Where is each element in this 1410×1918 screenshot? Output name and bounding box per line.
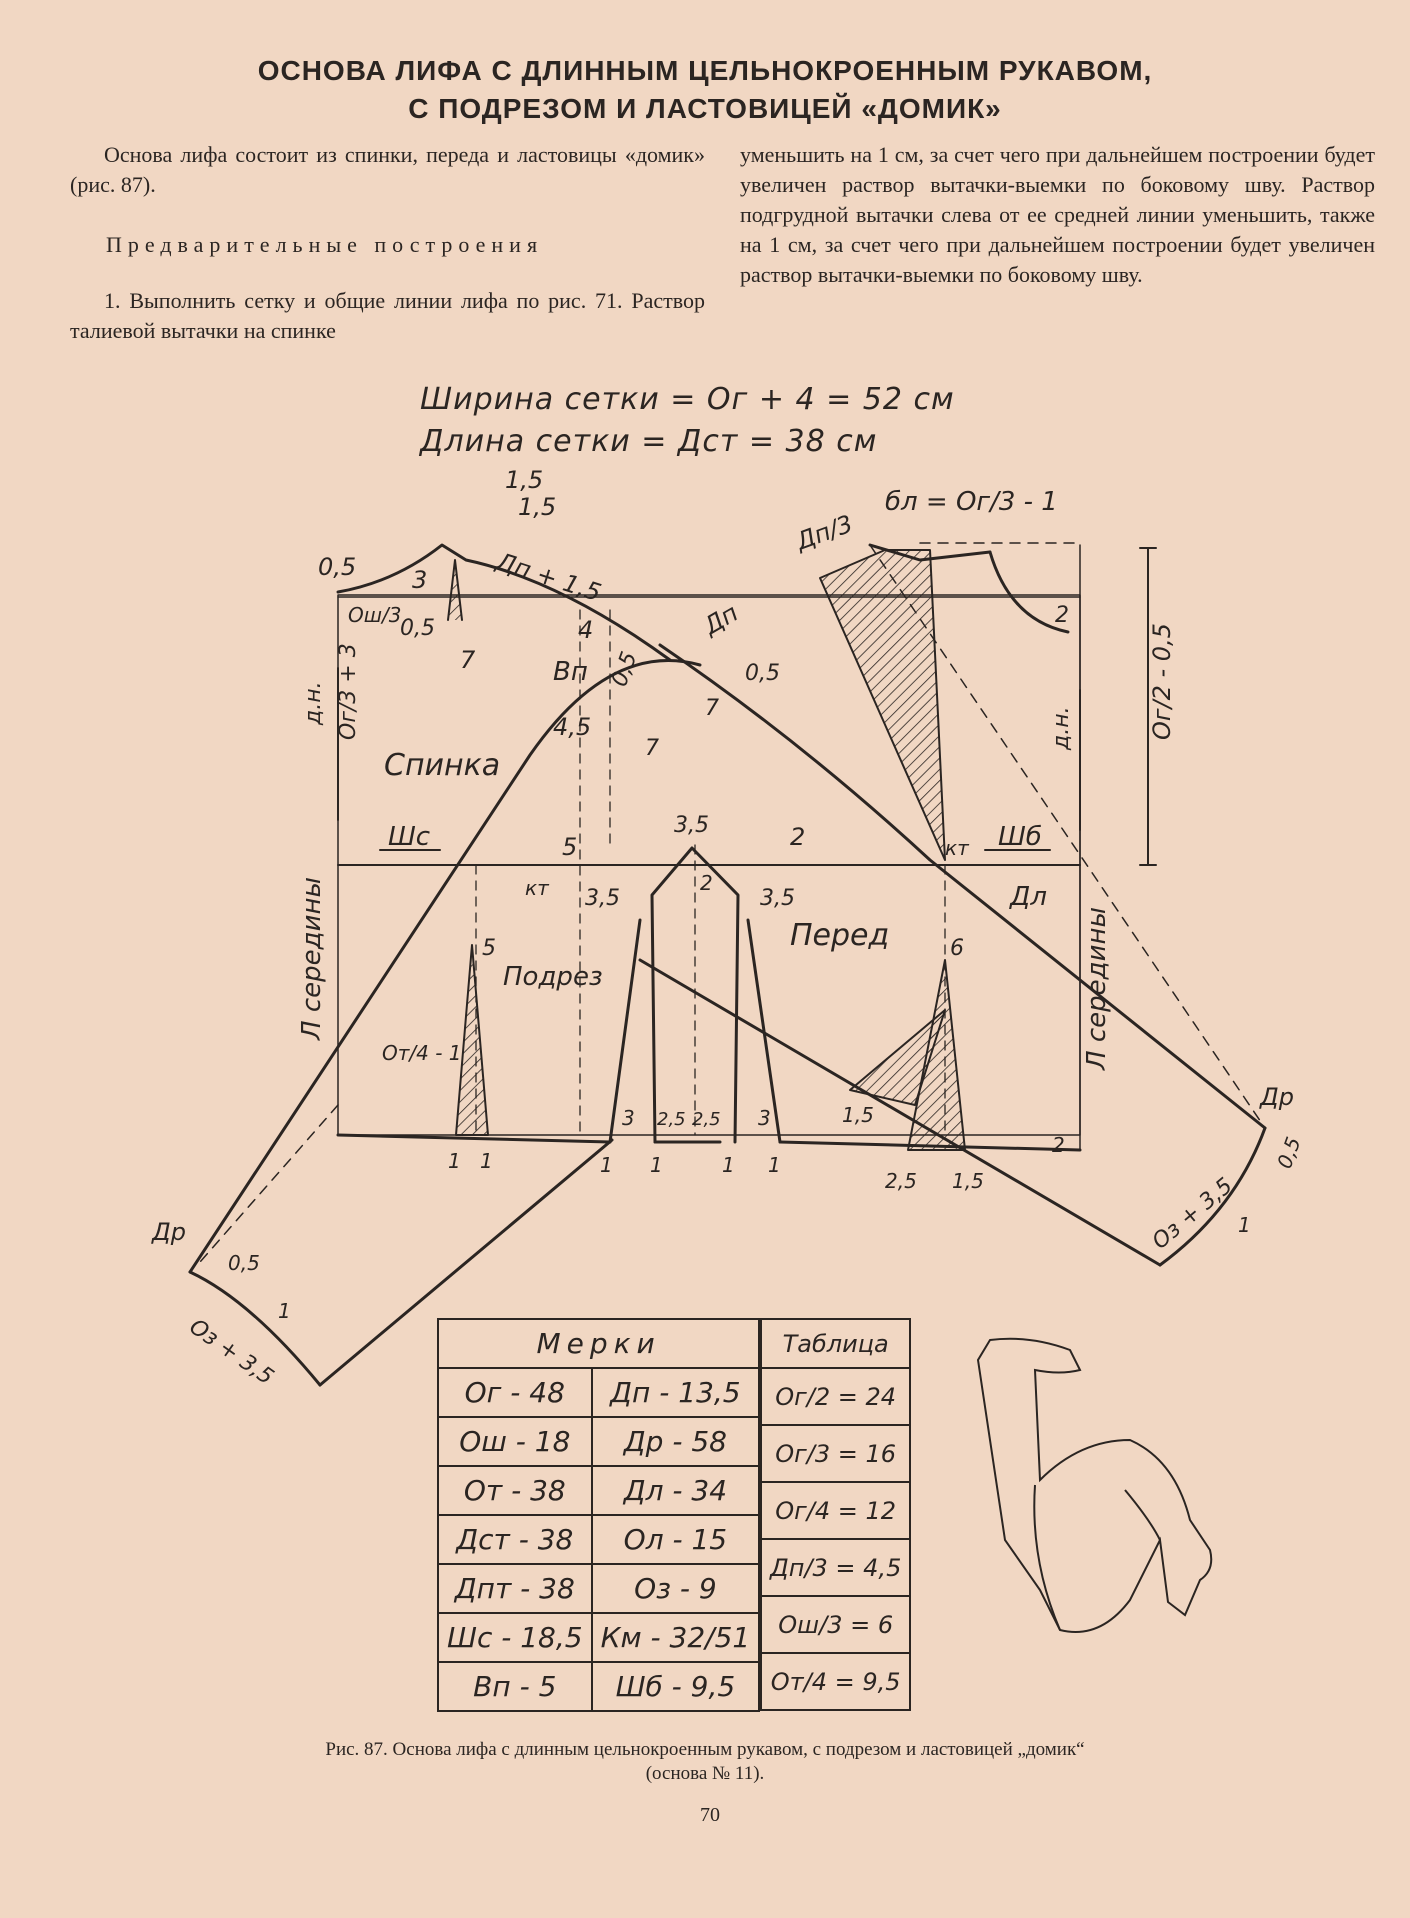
subheading: Предварительные построения	[106, 232, 544, 257]
label-dr-left: Др	[152, 1218, 186, 1246]
label-center-right: Л середины	[1082, 906, 1112, 1070]
num-5-a: 5	[562, 833, 578, 861]
label-yoke: Подрез	[503, 962, 603, 992]
label-osh3: Ош/3	[348, 603, 402, 627]
num-0-5-f: 0,5	[1272, 1133, 1306, 1172]
label-og2-05: Ог/2 - 0,5	[1148, 623, 1176, 740]
num-1-c: 1	[600, 1153, 613, 1177]
table-row	[438, 1466, 759, 1515]
table-row	[438, 1417, 759, 1466]
num-0-5-c: 0,5	[607, 648, 643, 691]
step-1-paragraph: 1. Выполнить сетку и общие линии лифа по рис. 71. Раствор талиевой вытачки на спинке	[70, 288, 705, 343]
calc-table	[760, 1318, 911, 1711]
table-cell: Шс - 18,5	[438, 1613, 592, 1662]
num-1-5-b: 1,5	[518, 493, 557, 521]
label-kt-2: кт	[945, 836, 969, 860]
table-cell: Оз - 9	[592, 1564, 760, 1613]
num-2-5-a: 2,5	[657, 1109, 686, 1130]
measurements-table	[437, 1318, 760, 1712]
grid-width-formula: Ширина сетки = Ог + 4 = 52 см	[420, 382, 955, 417]
table-row	[438, 1564, 759, 1613]
num-1-h: 1	[1238, 1213, 1251, 1237]
num-1-e: 1	[722, 1153, 735, 1177]
caption-line-1: Рис. 87. Основа лифа с длинным цельнокроенным рукавом, с подрезом и ластовицей „домик“	[325, 1739, 1085, 1760]
num-0-5-e: 0,5	[228, 1251, 260, 1275]
num-4-5: 4,5	[553, 713, 592, 741]
grid-length-formula: Длина сетки = Дст = 38 см	[420, 424, 878, 459]
num-2-c: 2	[700, 871, 713, 895]
table-cell: Дп/3 = 4,5	[761, 1539, 910, 1596]
table-row	[761, 1482, 910, 1539]
label-dp: Дп	[699, 598, 743, 641]
num-0-5-d: 0,5	[745, 661, 780, 686]
label-dn-left: д.н.	[301, 681, 326, 725]
num-2-5-c: 2,5	[885, 1169, 917, 1193]
table-cell: Дст - 38	[438, 1515, 592, 1564]
label-og3-3: Ог/3 + 3	[336, 643, 361, 740]
num-3-5-b: 3,5	[585, 886, 620, 911]
num-3-5-a: 3,5	[674, 813, 709, 838]
label-dr-right: Др	[1260, 1083, 1294, 1111]
table-cell: Дпт - 38	[438, 1564, 592, 1613]
label-back: Спинка	[384, 748, 501, 783]
table-cell: Ош/3 = 6	[761, 1596, 910, 1653]
num-2-a: 2	[1055, 603, 1069, 628]
label-oz-left: Оз + 3,5	[184, 1314, 278, 1391]
num-6: 6	[950, 936, 964, 961]
label-center-left: Л середины	[297, 876, 327, 1040]
table-cell: Ог - 48	[438, 1368, 592, 1417]
table-row	[438, 1368, 759, 1417]
label-kt-1: кт	[525, 876, 549, 900]
table-cell: Ог/3 = 16	[761, 1425, 910, 1482]
label-vp: Вп	[553, 657, 588, 687]
title-line-2: С ПОДРЕЗОМ И ЛАСТОВИЦЕЙ «ДОМИК»	[408, 93, 1002, 124]
table-row	[438, 1662, 759, 1711]
page-number: 70	[700, 1804, 720, 1826]
num-0-5-a: 0,5	[318, 553, 357, 581]
title-line-1: ОСНОВА ЛИФА С ДЛИННЫМ ЦЕЛЬНОКРОЕННЫМ РУКАВОМ,	[257, 55, 1153, 86]
table-cell: Ог/2 = 24	[761, 1368, 910, 1425]
num-4: 4	[578, 616, 594, 644]
num-3-5-c: 3,5	[760, 886, 795, 911]
num-2-b: 2	[790, 823, 806, 851]
garment-sketch	[978, 1339, 1211, 1632]
table-cell: Ог/4 = 12	[761, 1482, 910, 1539]
num-1-b: 1	[480, 1149, 493, 1173]
table-cell: Ол - 15	[592, 1515, 760, 1564]
num-1-5-c: 1,5	[842, 1103, 874, 1127]
num-3-c: 3	[758, 1106, 771, 1130]
label-dn-right: д.н.	[1049, 706, 1074, 750]
table-cell: Ош - 18	[438, 1417, 592, 1466]
label-bl: бл = Ог/3 - 1	[885, 487, 1058, 517]
num-1-a: 1	[448, 1149, 461, 1173]
table-cell: Шб - 9,5	[592, 1662, 760, 1711]
num-1-d: 1	[650, 1153, 663, 1177]
label-dp-15: Дп + 1,5	[493, 547, 605, 608]
table-cell: От/4 = 9,5	[761, 1653, 910, 1710]
label-dp3: Дп/3	[792, 509, 857, 556]
table-cell: Км - 32/51	[592, 1613, 760, 1662]
num-2-d: 2	[1052, 1133, 1065, 1157]
table-cell: Дп - 13,5	[592, 1368, 760, 1417]
num-3-b: 3	[622, 1106, 635, 1130]
table-row	[761, 1368, 910, 1425]
num-5-b: 5	[482, 936, 496, 961]
table-cell: Др - 58	[592, 1417, 760, 1466]
num-1-5-d: 1,5	[952, 1169, 984, 1193]
num-2-5-b: 2,5	[692, 1109, 721, 1130]
label-shs: Шс	[388, 822, 431, 852]
table-row	[761, 1596, 910, 1653]
table-cell: От - 38	[438, 1466, 592, 1515]
label-oz-right: Оз + 3,5	[1147, 1173, 1238, 1255]
measurements-header: Мерки	[438, 1319, 759, 1368]
num-1-f: 1	[768, 1153, 781, 1177]
num-7-c: 7	[705, 696, 719, 721]
figure-caption	[140, 1738, 1270, 1786]
num-7-b: 7	[645, 736, 659, 761]
table-cell: Дл - 34	[592, 1466, 760, 1515]
continued-paragraph: уменьшить на 1 см, за счет чего при дальнейшем построении будет увеличен раствор вытачки-выемки по боковому шву. Раствор подгрудной вытачки слева от ее средней линии уменьшить, также на 1 см, за счет чего при дальнейшем построении будет увеличен раствор вытачки-выемки по боковому шву.	[740, 142, 1375, 287]
table-row	[761, 1653, 910, 1710]
label-shb: Шб	[998, 822, 1042, 852]
num-1-5-a: 1,5	[505, 466, 544, 494]
table-row	[438, 1515, 759, 1564]
num-0-5-b: 0,5	[400, 616, 435, 641]
intro-paragraph: Основа лифа состоит из спинки, переда и ластовицы «домик» (рис. 87).	[70, 142, 705, 197]
table-row	[438, 1613, 759, 1662]
label-front: Перед	[790, 918, 890, 953]
table-row	[761, 1425, 910, 1482]
label-dl: Дл	[1010, 882, 1047, 912]
table-cell: Вп - 5	[438, 1662, 592, 1711]
num-1-g: 1	[278, 1299, 291, 1323]
table-row	[761, 1539, 910, 1596]
waist-line	[338, 1135, 1080, 1150]
num-7-a: 7	[460, 646, 476, 674]
caption-line-2: (основа № 11).	[645, 1763, 765, 1784]
num-3: 3	[412, 566, 428, 594]
calc-header: Таблица	[761, 1319, 910, 1368]
label-ot4: От/4 - 1	[382, 1041, 462, 1065]
